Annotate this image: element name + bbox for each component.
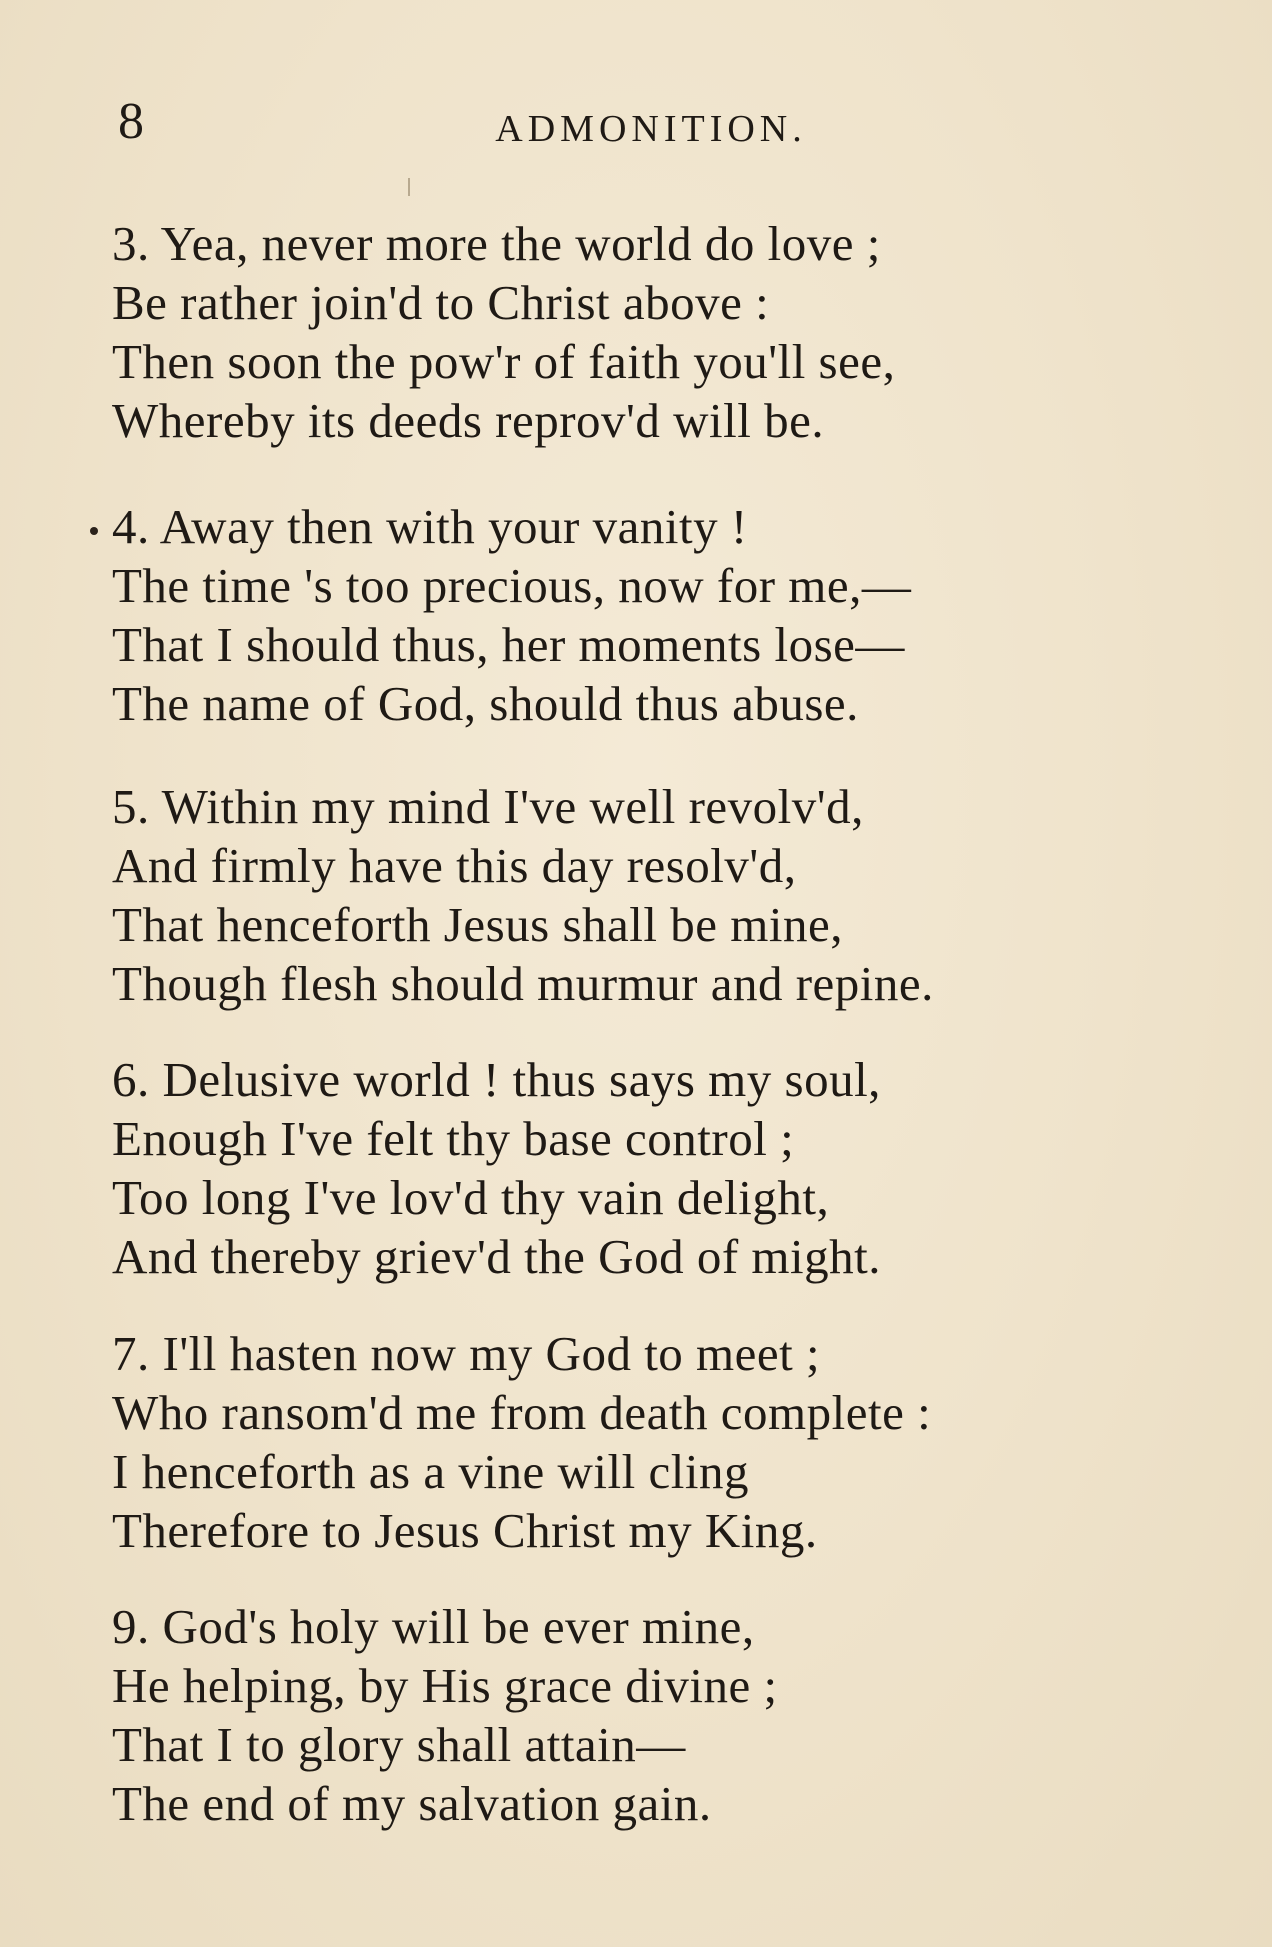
verse-line: Though flesh should murmur and repine. (112, 956, 934, 1011)
verse-line: Enough I've felt thy base control ; (112, 1111, 795, 1166)
verse-line: 9. God's holy will be ever mine, (112, 1599, 755, 1654)
stanza-7 (112, 1324, 1172, 1560)
verse-line: That henceforth Jesus shall be mine, (112, 897, 844, 952)
verse-line: The end of my salvation gain. (112, 1776, 712, 1831)
verse-line: He helping, by His grace divine ; (112, 1658, 778, 1713)
stanza-4 (112, 497, 1172, 733)
verse-line: Therefore to Jesus Christ my King. (112, 1503, 818, 1558)
running-title: ADMONITION. (495, 108, 807, 150)
verse-line: Too long I've lov'd thy vain delight, (112, 1170, 830, 1225)
verse-line: That I to glory shall attain— (112, 1717, 686, 1772)
page-number: 8 (118, 93, 144, 150)
verse-line: I henceforth as a vine will cling (112, 1444, 749, 1499)
verse-line: And firmly have this day resolv'd, (112, 838, 797, 893)
stanza-3 (112, 214, 1172, 450)
verse-line: The time 's too precious, now for me,— (112, 558, 912, 613)
verse-line: And thereby griev'd the God of might. (112, 1229, 881, 1284)
verse-line: Who ransom'd me from death complete : (112, 1385, 932, 1440)
print-mark (408, 178, 410, 196)
verse-line: 5. Within my mind I've well revolv'd, (112, 779, 864, 834)
stanza-9 (112, 1597, 1172, 1833)
hymn-verses (112, 214, 1172, 1867)
verse-line: The name of God, should thus abuse. (112, 676, 859, 731)
verse-line: Be rather join'd to Christ above : (112, 275, 770, 330)
stanza-6 (112, 1050, 1172, 1286)
verse-line: 7. I'll hasten now my God to meet ; (112, 1326, 821, 1381)
verse-line: Whereby its deeds reprov'd will be. (112, 393, 825, 448)
verse-line: 3. Yea, never more the world do love ; (112, 216, 881, 271)
verse-line: 6. Delusive world ! thus says my soul, (112, 1052, 881, 1107)
margin-dot (90, 527, 98, 535)
verse-line: Then soon the pow'r of faith you'll see, (112, 334, 896, 389)
verse-line: That I should thus, her moments lose— (112, 617, 905, 672)
verse-line: 4. Away then with your vanity ! (112, 499, 748, 554)
stanza-5 (112, 777, 1172, 1013)
